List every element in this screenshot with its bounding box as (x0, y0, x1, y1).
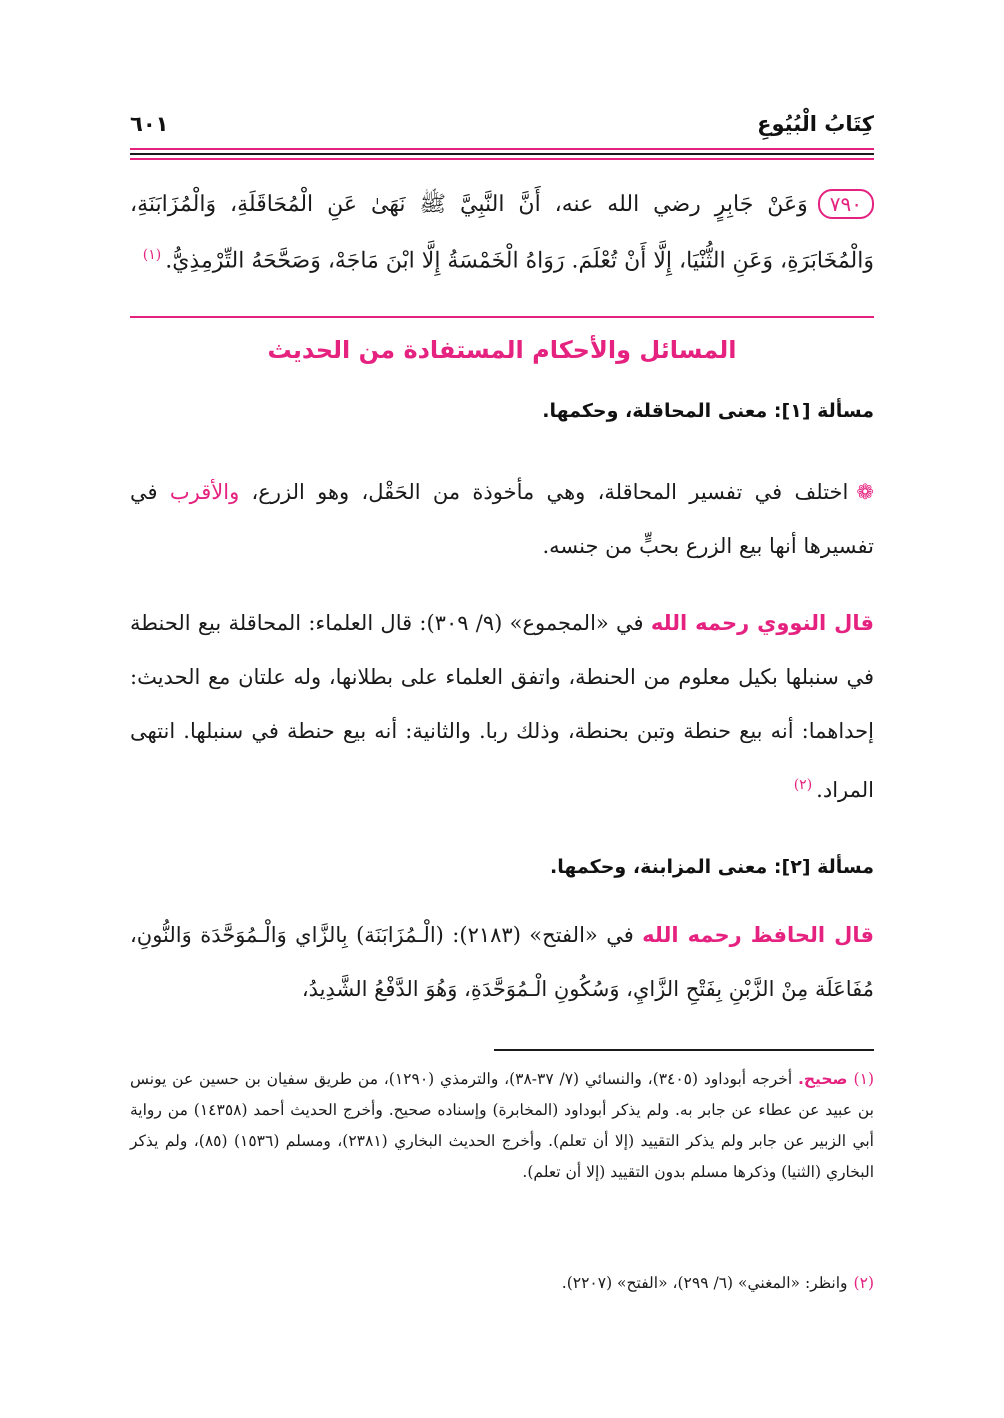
paragraph-text-continued: في تفسيرها أنها بيع الزرع بحبٍّ من جنسه. (130, 480, 874, 558)
footnote-ref-1[interactable]: (١) (142, 247, 162, 263)
header-rule-top (130, 148, 874, 150)
running-header (130, 112, 874, 152)
section-title: المسائل والأحكام المستفادة من الحديث (267, 336, 737, 364)
footnote-1 (130, 1064, 874, 1188)
footnote-grade: صحيح. (798, 1070, 848, 1088)
footnote-text: أخرجه أبوداود (٣٤٠٥)، والنسائي (٧/ ٣٧-٣٨)، والترمذي (١٢٩٠)، من طريق سفيان بن حسين عن يونس بن عبيد عن عطاء عن جابر به. ولم يذكر أبوداود (المخابرة) وإسناده صحيح. وأخرج الحديث أحمد (١٤٣٥٨) من رواية أبي الزبير عن جابر ولم يذكر التقييد (إلا أن تعلم). وأخرج الحديث البخاري (٢٣٨١)، ومسلم (١٥٣٦) (٨٥)، ولم يذكر البخاري (الثنيا) وذكرها مسلم بدون التقييد (إلا أن تعلم). (130, 1070, 874, 1181)
highlight-text: والأقرب (169, 480, 240, 504)
hadith-divider (130, 316, 874, 318)
hadith-text-block (130, 180, 874, 286)
issue-heading-2 (130, 856, 874, 878)
issue-label: مسألة [١]: (773, 400, 874, 422)
header-rule-bottom (130, 158, 874, 160)
hadith-number-badge: ٧٩٠ (818, 189, 874, 219)
paragraph-3 (130, 908, 874, 1016)
footnote-number: (٢) (853, 1274, 874, 1292)
footnote-ref-2[interactable]: (٢) (793, 777, 813, 793)
hadith-text: وَعَنْ جَابِرٍ رضي الله عنه، أَنَّ النَّبِيَّ ﷺ نَهَىٰ عَنِ الْمُحَاقَلَةِ، وَالْمُزَابَنَةِ، وَالْمُخَابَرَةِ، وَعَنِ الثُّنْيَا، إِلَّا أَنْ تُعْلَمَ. رَوَاهُ الْخَمْسَةُ إِلَّا ابْنَ مَاجَهْ، وَصَحَّحَهُ التِّرْمِذِيُّ. (130, 192, 874, 274)
paragraph-2 (130, 596, 874, 817)
footnote-number: (١) (853, 1070, 874, 1088)
scholar-name: قال النووي رحمه الله (650, 611, 874, 635)
paragraph-text: في «المجموع» (٩/ ٣٠٩): قال العلماء: المحاقلة بيع الحنطة في سنبلها بكيل معلوم من الحنطة، واتفق العلماء على بطلانها، وله علتان مع الحديث: إحداهما: أنه بيع حنطة وتبن بحنطة، وذلك ربا. والثانية: أنه بيع حنطة في سنبلها. انتهى المراد. (130, 611, 874, 802)
flower-ornament-icon: ❁ (856, 480, 874, 504)
page-number: ٦٠١ (130, 112, 169, 136)
footnote-text: وانظر: «المغني» (٦/ ٢٩٩)، «الفتح» (٢٢٠٧). (561, 1274, 848, 1292)
issue-title: معنى المحاقلة، وحكمها. (542, 400, 768, 422)
scholar-name: قال الحافظ رحمه الله (642, 923, 875, 947)
footnote-2 (130, 1268, 874, 1299)
issue-title: معنى المزابنة، وحكمها. (550, 856, 768, 878)
header-rule-middle (130, 153, 874, 155)
footnote-separator (494, 1049, 874, 1051)
issue-heading-1 (130, 400, 874, 422)
issue-label: مسألة [٢]: (773, 856, 874, 878)
paragraph-text: في «الفتح» (٢١٨٣): (الْـمُزَابَنَة) بِالزَّاي وَالْـمُوَحَّدَة وَالنُّونِ، مُفَاعَلَة مِنْ الزَّبْنِ بِفَتْحِ الزَّايِ، وَسُكُونِ الْـمُوَحَّدَةِ، وَهُوَ الدَّفْعُ الشَّدِيدُ، (130, 923, 874, 1001)
book-title: كِتَابُ الْبُيُوعِ (757, 112, 874, 136)
paragraph-text: اختلف في تفسير المحاقلة، وهي مأخوذة من الحَقْل، وهو الزرع، (251, 480, 849, 504)
paragraph-1 (130, 465, 874, 573)
